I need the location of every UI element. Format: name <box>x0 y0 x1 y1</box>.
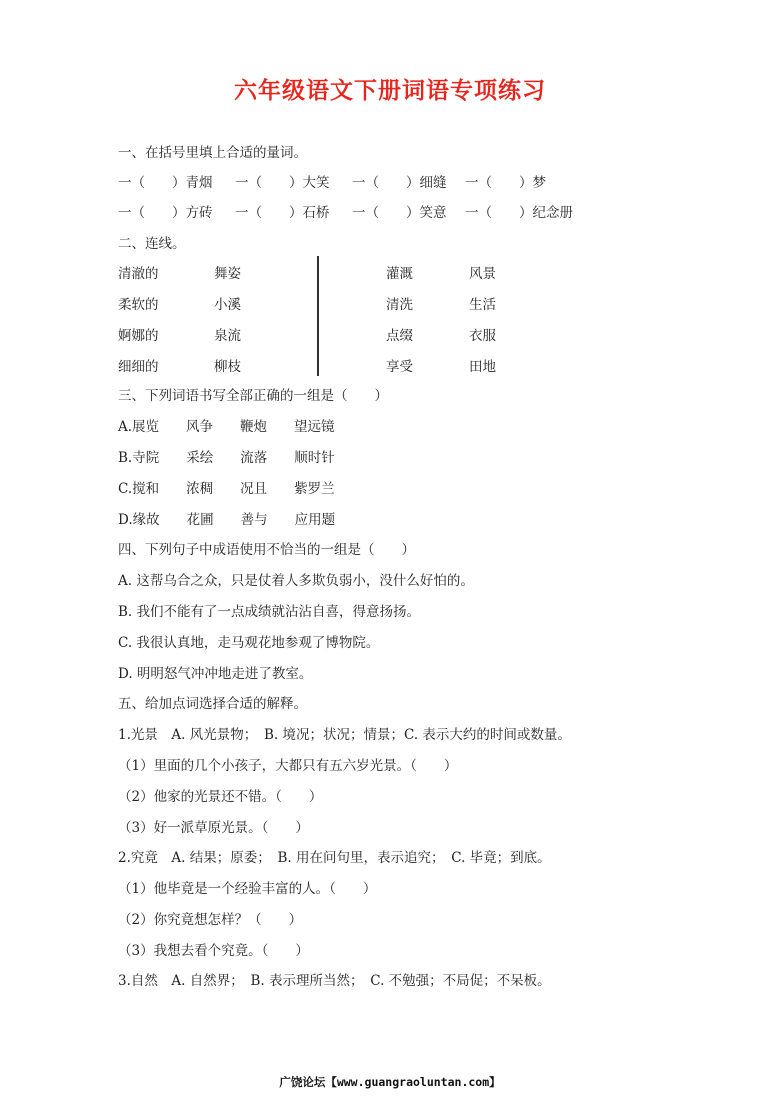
question-stem: 1.光景 A. 风光景物； B. 境况；状况；情景；C. 表示大约的时间或数量。 <box>118 727 571 743</box>
match-word: 清洗 <box>386 297 413 313</box>
measure-word-item: 一（ ）方砖 <box>118 205 213 221</box>
question-item: （2）他家的光景还不错。（ ） <box>118 789 323 805</box>
choice-option: D. 明明怒气冲冲地走进了教室。 <box>118 666 313 682</box>
question-item: （3）我想去看个究竟。（ ） <box>118 943 309 959</box>
measure-word-item: 一（ ）青烟 <box>118 175 213 191</box>
section-4-heading: 四、下列句子中成语使用不恰当的一组是（ ） <box>118 542 415 558</box>
match-word: 婀娜的 <box>118 328 159 344</box>
choice-option: A. 这帮乌合之众，只是仗着人多欺负弱小，没什么好怕的。 <box>118 573 474 589</box>
match-word: 灌溉 <box>386 266 413 282</box>
match-word: 小溪 <box>214 297 241 313</box>
measure-word-item: 一（ ）大笑 <box>235 175 330 191</box>
match-word: 生活 <box>469 297 496 313</box>
section-2-heading: 二、连线。 <box>118 236 186 252</box>
section-3-heading: 三、下列词语书写全部正确的一组是（ ） <box>118 388 388 404</box>
question-stem: 3.自然 A. 自然界； B. 表示理所当然； C. 不勉强；不局促；不呆板。 <box>118 973 551 989</box>
section-5-heading: 五、给加点词选择合适的解释。 <box>118 696 307 712</box>
match-word: 点缀 <box>386 328 413 344</box>
section-1-heading: 一、在括号里填上合适的量词。 <box>118 145 307 161</box>
match-word: 细细的 <box>118 359 159 375</box>
measure-word-item: 一（ ）细缝 <box>352 175 447 191</box>
match-word: 柔软的 <box>118 297 159 313</box>
match-divider <box>317 256 319 376</box>
page-title: 六年级语文下册词语专项练习 <box>234 78 546 104</box>
choice-option: B.寺院 采绘 流落 顺时针 <box>118 450 335 466</box>
choice-option: C.搅和 浓稠 况且 紫罗兰 <box>118 481 335 497</box>
question-stem: 2.究竟 A. 结果；原委； B. 用在问句里，表示追究； C. 毕竟；到底。 <box>118 850 551 866</box>
choice-option: D.缘故 花圃 善与 应用题 <box>118 512 336 528</box>
match-word: 享受 <box>386 359 413 375</box>
question-item: （1）里面的几个小孩子，大都只有五六岁光景。（ ） <box>118 758 458 774</box>
match-word: 舞姿 <box>214 266 241 282</box>
measure-word-item: 一（ ）笑意 <box>352 205 447 221</box>
choice-option: B. 我们不能有了一点成绩就沾沾自喜，得意扬扬。 <box>118 604 421 620</box>
measure-word-item: 一（ ）纪念册 <box>465 205 573 221</box>
match-word: 风景 <box>469 266 496 282</box>
choice-option: A.展览 风争 鞭炮 望远镜 <box>118 419 335 435</box>
page-footer: 广饶论坛【www.guangraoluntan.com】 <box>279 1075 501 1089</box>
question-item: （2）你究竟想怎样？（ ） <box>118 912 303 928</box>
question-item: （3）好一派草原光景。（ ） <box>118 820 309 836</box>
match-word: 泉流 <box>214 328 241 344</box>
match-word: 柳枝 <box>214 359 241 375</box>
match-word: 衣服 <box>469 328 496 344</box>
choice-option: C. 我很认真地，走马观花地参观了博物院。 <box>118 635 380 651</box>
question-item: （1）他毕竟是一个经验丰富的人。（ ） <box>118 881 377 897</box>
match-word: 田地 <box>469 359 496 375</box>
measure-word-item: 一（ ）石桥 <box>235 205 330 221</box>
match-word: 清澈的 <box>118 266 159 282</box>
measure-word-item: 一（ ）梦 <box>465 175 546 191</box>
